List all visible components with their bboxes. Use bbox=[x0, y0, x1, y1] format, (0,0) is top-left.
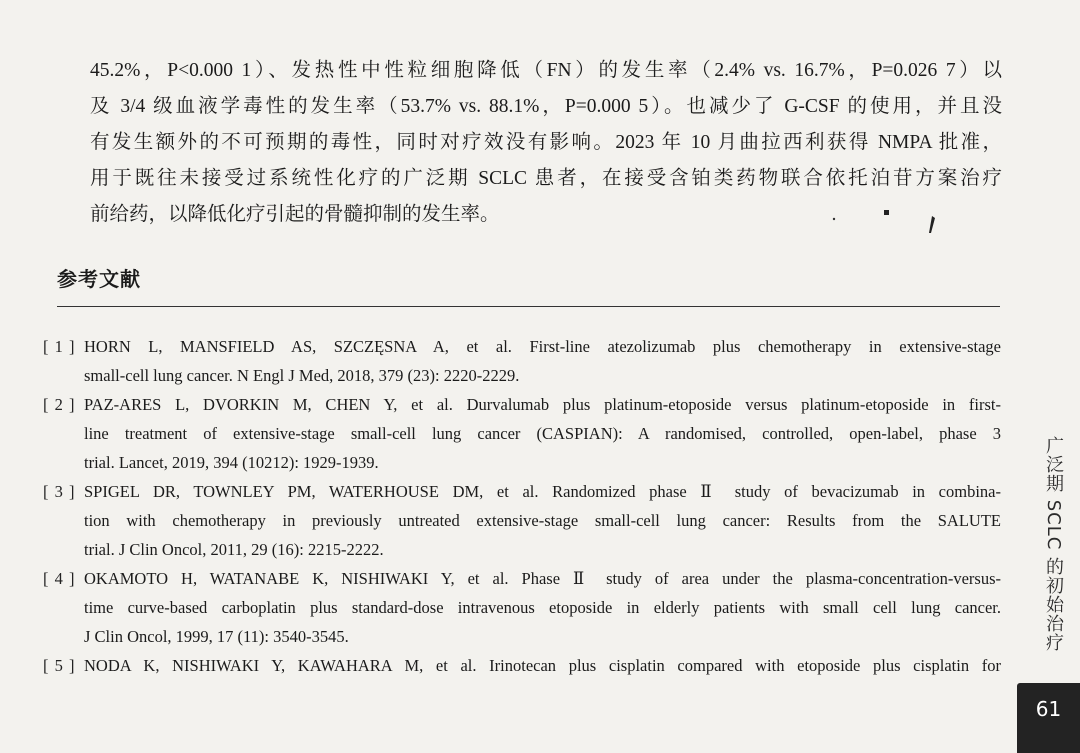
reference-item bbox=[43, 651, 1001, 680]
print-specks bbox=[820, 205, 960, 245]
reference-number: [ 5 ] bbox=[43, 656, 76, 675]
reference-line: PAZ-ARES L, DVORKIN M, CHEN Y, et al. Durvalumab plus platinum-etoposide versus platinum-etoposide in first- bbox=[84, 395, 1001, 414]
reference-line: tion with chemotherapy in previously untreated extensive-stage small-cell lung cancer: Results from the SALUTE bbox=[84, 511, 1001, 530]
body-line: 及 3/4 级血液学毒性的发生率（53.7% vs. 88.1%，P=0.000 5）。也减少了 G-CSF 的使用，并且没 bbox=[90, 96, 1002, 117]
reference-line: trial. Lancet, 2019, 394 (10212): 1929-1939. bbox=[84, 453, 379, 472]
reference-list bbox=[43, 332, 1001, 680]
reference-line: small-cell lung cancer. N Engl J Med, 2018, 379 (23): 2220-2229. bbox=[84, 366, 520, 385]
reference-item bbox=[43, 477, 1001, 564]
reference-line: OKAMOTO H, WATANABE K, NISHIWAKI Y, et al. Phase Ⅱ study of area under the plasma-concentration-versus- bbox=[84, 569, 1001, 588]
reference-line: SPIGEL DR, TOWNLEY PM, WATERHOUSE DM, et al. Randomized phase Ⅱ study of bevacizumab in combina- bbox=[84, 482, 1001, 501]
reference-line: HORN L, MANSFIELD AS, SZCZĘSNA A, et al. First-line atezolizumab plus chemotherapy in extensive-stage bbox=[84, 337, 1001, 356]
reference-line: time curve-based carboplatin plus standard-dose intravenous etoposide in elderly patients with small cell lung cancer. bbox=[84, 598, 1001, 617]
body-line: 有发生额外的不可预期的毒性，同时对疗效没有影响。2023 年 10 月曲拉西利获得 NMPA 批准， bbox=[90, 132, 1002, 153]
reference-item bbox=[43, 332, 1001, 390]
body-line: 前给药，以降低化疗引起的骨髓抑制的发生率。 bbox=[90, 204, 500, 225]
chapter-side-title: 广泛期 SCLC 的初始治疗 bbox=[1043, 436, 1064, 653]
reference-line: line treatment of extensive-stage small-cell lung cancer (CASPIAN): A randomised, controlled, open-label, phase 3 bbox=[84, 424, 1001, 443]
reference-line: NODA K, NISHIWAKI Y, KAWAHARA M, et al. Irinotecan plus cisplatin compared with etoposide plus cisplatin for bbox=[84, 656, 1001, 675]
reference-number: [ 3 ] bbox=[43, 482, 76, 501]
body-line: 45.2%，P<0.000 1）、发热性中性粒细胞降低（FN）的发生率（2.4% vs. 16.7%，P=0.026 7）以 bbox=[90, 60, 1002, 81]
body-line: 用于既往未接受过系统性化疗的广泛期 SCLC 患者，在接受含铂类药物联合依托泊苷方案治疗 bbox=[90, 168, 1002, 189]
page-number: 61 bbox=[1035, 697, 1062, 721]
reference-number: [ 2 ] bbox=[43, 395, 76, 414]
reference-item bbox=[43, 564, 1001, 651]
reference-item bbox=[43, 390, 1001, 477]
references-heading: 参考文献 bbox=[57, 267, 141, 291]
reference-line: trial. J Clin Oncol, 2011, 29 (16): 2215-2222. bbox=[84, 540, 384, 559]
reference-number: [ 1 ] bbox=[43, 337, 76, 356]
reference-line: J Clin Oncol, 1999, 17 (11): 3540-3545. bbox=[84, 627, 349, 646]
reference-number: [ 4 ] bbox=[43, 569, 76, 588]
heading-divider bbox=[57, 306, 1000, 307]
